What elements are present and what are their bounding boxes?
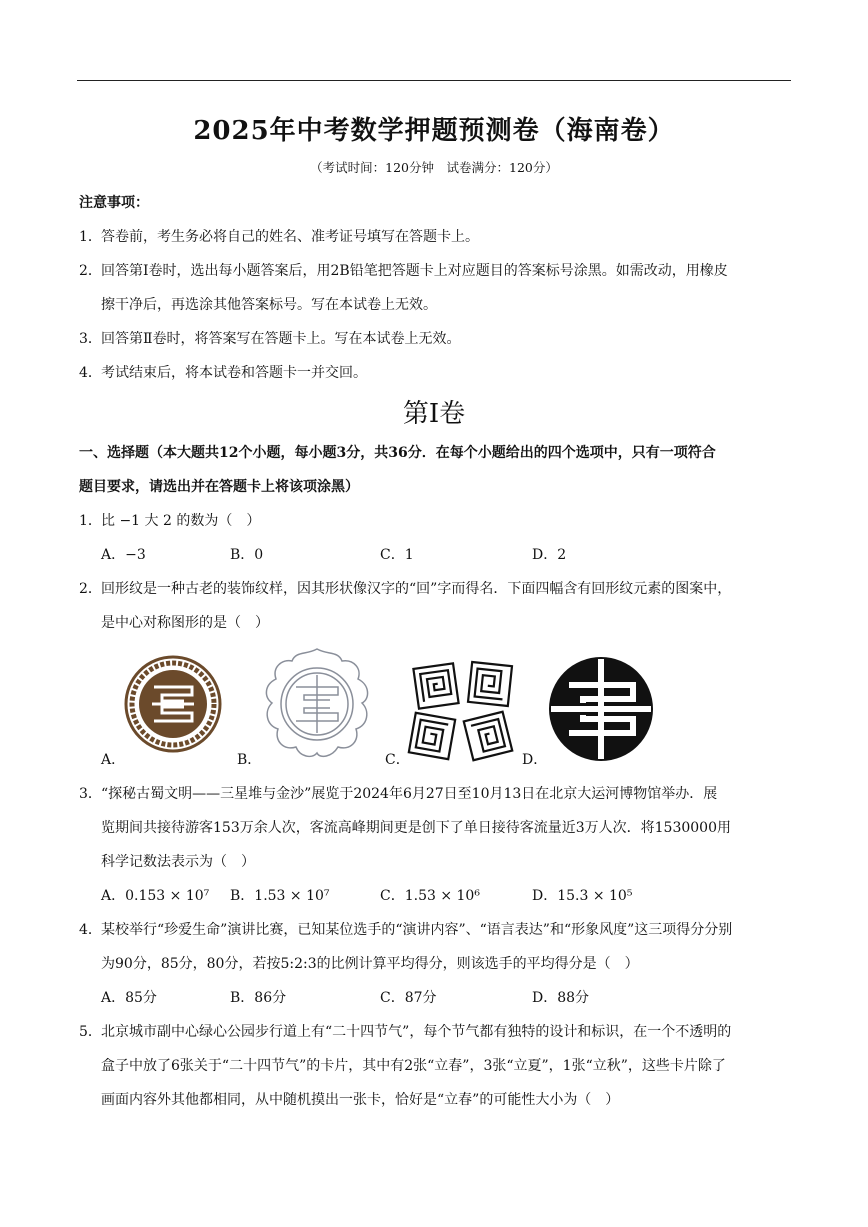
question-5-cont2: 画面内容外其他都相同，从中随机摸出一张卡，恰好是“立春”的可能性大小为（ ） xyxy=(101,1092,620,1108)
question-2-cont: 是中心对称图形的是（ ） xyxy=(101,615,269,631)
option-c: C．1.53 × 10⁶ xyxy=(380,888,480,904)
option-a: A．−3 xyxy=(101,547,146,563)
pattern-d-figure xyxy=(547,655,655,763)
question-4: 4．某校举行“珍爱生命”演讲比赛，已知某位选手的“演讲内容”、“语言表达”和“形象风度”这三项得分分别 xyxy=(79,922,733,938)
figure-label-b: B． xyxy=(237,752,262,768)
option-d: D．15.3 × 10⁵ xyxy=(532,888,633,904)
page-title: 2025年中考数学押题预测卷（海南卷） xyxy=(193,116,675,146)
question-1: 1．比 −1 大 2 的数为（ ） xyxy=(79,513,261,529)
top-rule xyxy=(77,80,791,81)
option-d: D．2 xyxy=(532,547,567,563)
option-b: B．1.53 × 10⁷ xyxy=(230,888,330,904)
notice-item-cont: 擦干净后，再选涂其他答案标号。写在本试卷上无效。 xyxy=(101,297,437,313)
option-d: D．88分 xyxy=(532,990,590,1006)
notice-item: 3．回答第Ⅱ卷时，将答案写在答题卡上。写在本试卷上无效。 xyxy=(79,331,461,347)
question-3-cont: 览期间共接待游客153万余人次，客流高峰期间更是创下了单日接待客流量近3万人次．将1530000用 xyxy=(101,820,731,836)
notice-item: 4．考试结束后，将本试卷和答题卡一并交回。 xyxy=(79,365,367,381)
pattern-a-figure xyxy=(124,655,222,753)
question-4-cont: 为90分，85分，80分，若按5:2:3的比例计算平均得分，则该选手的平均得分是（ ） xyxy=(101,956,639,972)
notice-item: 2．回答第Ⅰ卷时，选出每小题答案后，用2B铅笔把答题卡上对应题目的答案标号涂黑。如需改动，用橡皮 xyxy=(79,263,728,279)
part-heading: 一、选择题（本大题共12个小题，每小题3分，共36分．在每个小题给出的四个选项中，只有一项符合 xyxy=(79,445,716,461)
question-5: 5．北京城市副中心绿心公园步行道上有“二十四节气”，每个节气都有独特的设计和标识，在一个不透明的 xyxy=(79,1024,732,1040)
notice-item: 1．答卷前，考生务必将自己的姓名、准考证号填写在答题卡上。 xyxy=(79,229,479,245)
option-b: B．86分 xyxy=(230,990,287,1006)
option-b: B．0 xyxy=(230,547,264,563)
pattern-b-figure xyxy=(258,645,376,763)
question-3-cont2: 科学记数法表示为（ ） xyxy=(101,854,255,870)
question-2: 2．回形纹是一种古老的装饰纹样，因其形状像汉字的“回”字而得名．下面四幅含有回形纹元素的图案中， xyxy=(79,581,732,597)
option-c: C．87分 xyxy=(380,990,437,1006)
option-a: A．85分 xyxy=(101,990,157,1006)
question-5-cont: 盒子中放了6张关于“二十四节气”的卡片，其中有2张“立春”，3张“立夏”，1张“立秋”，这些卡片除了 xyxy=(101,1058,726,1074)
option-a: A．0.153 × 10⁷ xyxy=(101,888,210,904)
figure-label-d: D． xyxy=(522,752,548,768)
option-c: C．1 xyxy=(380,547,414,563)
notice-heading: 注意事项： xyxy=(79,195,149,211)
section-title: 第Ⅰ卷 xyxy=(402,399,466,429)
part-heading-cont: 题目要求，请选出并在答题卡上将该项涂黑） xyxy=(79,479,359,495)
figure-label-a: A． xyxy=(101,752,126,768)
exam-info: （考试时间：120分钟 试卷满分：120分） xyxy=(310,160,558,175)
figure-label-c: C． xyxy=(385,752,410,768)
pattern-c-figure xyxy=(406,658,524,768)
question-3: 3．“探秘古蜀文明——三星堆与金沙”展览于2024年6月27日至10月13日在北京大运河博物馆举办．展 xyxy=(79,786,718,802)
